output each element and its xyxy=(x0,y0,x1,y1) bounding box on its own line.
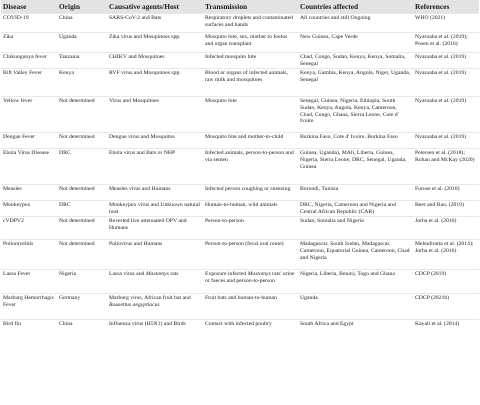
cell-references: Nyaruaba et al. (2019); Posen et al. (2016) xyxy=(413,33,479,53)
agents-text-suffix: rats xyxy=(168,271,179,277)
cell-transmission xyxy=(203,270,298,294)
cell-transmission: Person-to-person xyxy=(203,217,298,240)
cell-origin: Uganda xyxy=(57,33,107,53)
agents-italic-species: Rousettus aegyptiacus xyxy=(109,301,160,308)
cell-transmission: Fruit bats and human-to-human xyxy=(203,294,298,320)
cell-countries: New Guinea, Cape Verde xyxy=(298,33,413,53)
table-row xyxy=(1,320,479,336)
cell-origin: Kenya xyxy=(57,69,107,97)
cell-countries: South Africa and Egypt xyxy=(298,320,413,336)
header-transmission: Transmission xyxy=(205,2,248,11)
cell-countries: DRC, Nigeria, Cameroon and Nigeria and Central African Republic (CAR) xyxy=(298,201,413,217)
cell-transmission: Respiratory droplets and contaminated surfaces and hands xyxy=(203,14,298,33)
table-row xyxy=(1,270,479,294)
table-row xyxy=(1,217,479,240)
cell-countries: Kenya, Gambia, Kenya, Angola, Niger, Uganda, Senegal xyxy=(298,69,413,97)
cell-disease: Ebola Virus Disease xyxy=(1,149,57,185)
cell-references: CDCP (2021b) xyxy=(413,294,479,320)
cell-references: Nyaruaba et al. (2019) xyxy=(413,69,479,97)
agents-italic-genus: Mastomys xyxy=(145,271,169,277)
cell-transmission: Contact with infected poultry xyxy=(203,320,298,336)
cell-agents: Ebola virus and Bats or NHP xyxy=(107,149,203,185)
cell-agents xyxy=(107,270,203,294)
cell-disease: Bird flu xyxy=(1,320,57,336)
cell-disease: COVID-19 xyxy=(1,14,57,33)
agents-text: Marburg virus, African fruit bat and xyxy=(109,295,191,301)
cell-references: Nyaruaba et al. (2019) xyxy=(413,133,479,149)
cell-transmission: Mosquito bite xyxy=(203,97,298,133)
cell-agents: Influenza virus (H5N1) and Birds xyxy=(107,320,203,336)
cell-references: Mehndiratta et al. (2014); Jorba et al. (2016) xyxy=(413,240,479,270)
cell-transmission: Infected animals, person-to-person and via semen xyxy=(203,149,298,185)
cell-disease: Measles xyxy=(1,185,57,201)
disease-table xyxy=(1,0,479,335)
cell-transmission: Human-to-human, wild animals xyxy=(203,201,298,217)
cell-countries: Senegal, Guinea, Nigeria, Ethiopia, South Sudan, Kenya, Angola, Kenya, Cameroon, Chad, Congo, Ghana, Sierra Leone, Cote d' Ivoire xyxy=(298,97,413,133)
cell-disease: Yellow fever xyxy=(1,97,57,133)
cell-references: Petersen et al. (2018); Rohan and McKay (2020) xyxy=(413,149,479,185)
cell-agents: RVF virus and Mosquitoes spp. xyxy=(107,69,203,97)
cell-disease: cVDPV2 xyxy=(1,217,57,240)
transmission-text-suffix: rats' urine or faeces and person-to-person xyxy=(205,271,295,284)
cell-origin: DRC xyxy=(57,149,107,185)
table-row xyxy=(1,185,479,201)
header-references: References xyxy=(415,2,450,11)
table-row xyxy=(1,97,479,133)
cell-disease: Chikungunya fever xyxy=(1,53,57,69)
cell-agents: Zika virus and Mosquitoes spp. xyxy=(107,33,203,53)
transmission-italic-genus: Mastomys xyxy=(247,271,271,277)
cell-origin: Not determined xyxy=(57,185,107,201)
cell-disease: Zika xyxy=(1,33,57,53)
cell-origin: China xyxy=(57,14,107,33)
cell-origin: Not determined xyxy=(57,240,107,270)
cell-disease: Lassa Fever xyxy=(1,270,57,294)
cell-agents xyxy=(107,294,203,320)
cell-transmission: Person-to-person (fecal oral route) xyxy=(203,240,298,270)
cell-agents: Poliovirus and Humans xyxy=(107,240,203,270)
table-row xyxy=(1,201,479,217)
table-row xyxy=(1,294,479,320)
table-row xyxy=(1,133,479,149)
cell-countries: Guinea, Uganda), MAli, Liberia, Guinea, Nigeria, Sierra Leone, DRC, Senegal, Uganda, Guinea xyxy=(298,149,413,185)
cell-references: CDCP (2019) xyxy=(413,270,479,294)
table-header-row xyxy=(1,0,479,14)
cell-disease: Dengue Fever xyxy=(1,133,57,149)
transmission-text: Exposure infected xyxy=(205,271,248,277)
cell-references: Jorba et al. (2016) xyxy=(413,217,479,240)
cell-references: Nyaruaba et al. (2019) xyxy=(413,97,479,133)
cell-countries: All countries and still Ongoing xyxy=(298,14,413,33)
cell-disease: Marburg Hemorrhagic Fever xyxy=(1,294,57,320)
cell-countries: Burkina Faso, Cote d' Ivoire, Burkina Faso xyxy=(298,133,413,149)
cell-transmission: Mosquito bite, sex, mother to foetus and organ transplant xyxy=(203,33,298,53)
table-row xyxy=(1,149,479,185)
cell-countries: Burundi, Tunisia xyxy=(298,185,413,201)
cell-transmission: Blood or organs of infected animals, raw milk and mosquitoes xyxy=(203,69,298,97)
cell-disease: Rift Valley Fever xyxy=(1,69,57,97)
cell-agents: Monkeypox virus and Unknown natural host xyxy=(107,201,203,217)
header-countries: Countries affected xyxy=(300,2,359,11)
cell-countries: Madagascar, South Sudan, Madagascar, Cameroon, Equatorial Guinea, Cameroon, Chad and Nigeria xyxy=(298,240,413,270)
cell-transmission: Mosquito bite and mother-to-child xyxy=(203,133,298,149)
cell-agents: SARS-CoV-2 and Bats xyxy=(107,14,203,33)
cell-transmission: Infected mosquito bite xyxy=(203,53,298,69)
cell-countries: Uganda xyxy=(298,294,413,320)
cell-agents: CHIKV and Mosquitoes xyxy=(107,53,203,69)
cell-references: WHO (2021) xyxy=(413,14,479,33)
table-row xyxy=(1,240,479,270)
header-origin: Origin xyxy=(59,2,80,11)
table-row xyxy=(1,53,479,69)
table-row xyxy=(1,14,479,33)
cell-disease: Monkeypox xyxy=(1,201,57,217)
cell-references: Furuse et al. (2010) xyxy=(413,185,479,201)
cell-references: Nyaruaba et al. (2019) xyxy=(413,53,479,69)
cell-origin: China xyxy=(57,320,107,336)
cell-disease: Poliomyelitis xyxy=(1,240,57,270)
cell-agents: Measles virus and Humans xyxy=(107,185,203,201)
cell-origin: Tanzania xyxy=(57,53,107,69)
header-disease: Disease xyxy=(3,2,27,11)
cell-countries: Sudan, Somalia and Nigeria xyxy=(298,217,413,240)
agents-text: Lassa virus and xyxy=(109,271,146,277)
cell-origin: Germany xyxy=(57,294,107,320)
table-row xyxy=(1,69,479,97)
cell-references: Beer and Rao, (2019) xyxy=(413,201,479,217)
cell-agents: Reverted live attenuated OPV and Humans xyxy=(107,217,203,240)
cell-transmission: Infected person coughing or sneezing xyxy=(203,185,298,201)
cell-origin: DRC xyxy=(57,201,107,217)
cell-countries: Nigeria, Liberia, Benin), Togo and Ghana xyxy=(298,270,413,294)
cell-references: Kayali et al. (2014) xyxy=(413,320,479,336)
cell-agents: Virus and Mosquitoes xyxy=(107,97,203,133)
header-agents: Causative agents/Host xyxy=(109,2,180,11)
cell-origin: Not determined xyxy=(57,133,107,149)
cell-origin: Not determined xyxy=(57,217,107,240)
table-row xyxy=(1,33,479,53)
cell-agents: Dengue virus and Mosquitos xyxy=(107,133,203,149)
cell-origin: Nigeria xyxy=(57,270,107,294)
cell-origin: Not determined xyxy=(57,97,107,133)
cell-countries: Chad, Congo, Sudan, Kenya, Kenya, Somalia, Senegal xyxy=(298,53,413,69)
